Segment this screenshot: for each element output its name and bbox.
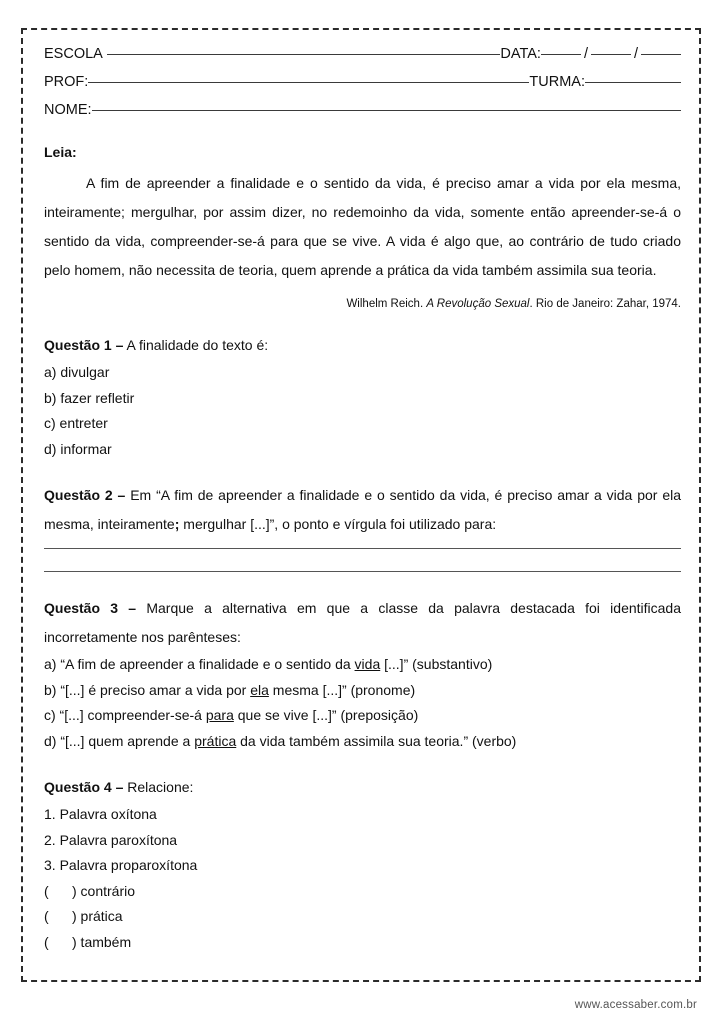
question-4-blank-2[interactable]: ( ) prática <box>44 908 123 924</box>
question-2-prompt-part1: Em “A fim de apreender a finalidade e o sentido da vida, é preciso amar a vida por ela mesma, inteiramente <box>44 487 681 532</box>
credit-book-title: A Revolução Sexual <box>426 298 530 310</box>
question-4-blank-1[interactable]: ( ) contrário <box>44 882 136 899</box>
question-1-option-c[interactable]: c) entreter <box>44 415 108 431</box>
question-2-heading <box>44 481 681 539</box>
question-1-label: Questão 1 – <box>44 337 124 353</box>
credit-author: Wilhelm Reich. <box>346 298 427 310</box>
question-3-option-a[interactable] <box>44 652 681 678</box>
question-2-semicolon: ; <box>174 516 180 532</box>
option-a-pre: a) “A fim de apreender a finalidade e o sentido da <box>44 656 355 672</box>
option-c-highlight: para <box>205 707 234 723</box>
question-2-answer-line-2[interactable] <box>44 571 681 572</box>
question-2-answer-area <box>44 548 681 572</box>
option-a-post: [...]” (substantivo) <box>380 656 493 672</box>
option-c-post: que se vive [...]” (preposição) <box>233 707 419 723</box>
option-d-pre: d) “[...] quem aprende a <box>44 732 195 749</box>
passage-credit <box>44 296 681 312</box>
prof-label: PROF: <box>44 74 89 90</box>
escola-input-rule[interactable] <box>107 54 501 55</box>
question-2-block <box>44 481 681 572</box>
question-3-label: Questão 3 – <box>44 600 137 616</box>
option-a-highlight: vida <box>354 656 381 672</box>
question-2-label: Questão 2 – <box>44 487 126 503</box>
data-label: DATA: <box>500 46 541 62</box>
question-4-label: Questão 4 – <box>44 779 124 795</box>
nome-label: NOME: <box>44 102 92 118</box>
question-2-prompt-part2: mergulhar [...]”, o ponto e vírgula foi utilizado para: <box>179 516 497 532</box>
question-1-option-b[interactable]: b) fazer refletir <box>44 389 135 406</box>
question-1-prompt: A finalidade do texto é: <box>123 337 269 353</box>
question-1-block <box>44 331 681 462</box>
turma-input-rule[interactable] <box>585 82 681 83</box>
field-row-escola-data <box>44 40 681 68</box>
worksheet-content <box>44 40 681 955</box>
question-1-option-d[interactable]: d) informar <box>44 440 112 457</box>
question-3-heading <box>44 594 681 652</box>
data-month-rule[interactable] <box>591 54 631 55</box>
reading-passage: A fim de apreender a finalidade e o sentido da vida, é preciso amar a vida por ela mesma, inteiramente; mergulhar, por assim dizer, no redemoinho da vida, somente então apreender-se-á o sentido da vida, compreender-se-á para que se vive. A vida é algo que, ao contrário de tudo criado pelo homem, não necessita de teoria, quem aprende a prática da vida também assimila sua teoria. <box>44 175 681 278</box>
question-2-answer-line-1[interactable] <box>44 548 681 549</box>
question-1-heading <box>44 331 681 360</box>
nome-input-rule[interactable] <box>92 110 681 111</box>
option-c-pre: c) “[...] compreender-se-á <box>44 707 206 723</box>
data-day-rule[interactable] <box>541 54 581 55</box>
prof-input-rule[interactable] <box>88 82 529 83</box>
option-b-pre: b) “[...] é preciso amar a vida por <box>44 681 251 698</box>
field-row-prof-turma <box>44 68 681 96</box>
option-d-post: da vida também assimila sua teoria.” (verbo) <box>236 732 517 749</box>
credit-publisher: . Rio de Janeiro: Zahar, 1974. <box>529 298 681 310</box>
option-d-highlight: prática <box>194 732 237 749</box>
question-4-key-2: 2. Palavra paroxítona <box>44 831 178 848</box>
question-4-key-3: 3. Palavra proparoxítona <box>44 857 198 873</box>
data-slash-2: / <box>633 46 638 62</box>
option-b-post: mesma [...]” (pronome) <box>268 681 416 698</box>
question-3-option-b[interactable] <box>44 678 681 704</box>
question-3-option-c[interactable] <box>44 703 681 729</box>
question-4-key-1: 1. Palavra oxítona <box>44 806 157 822</box>
question-4-prompt: Relacione: <box>123 779 194 795</box>
question-4-heading <box>44 773 681 802</box>
question-3-block <box>44 594 681 754</box>
question-4-blank-3[interactable]: ( ) também <box>44 933 132 950</box>
question-3-option-d[interactable] <box>44 729 681 755</box>
question-3-prompt: Marque a alternativa em que a classe da palavra destacada foi identificada incorretamente nos parênteses: <box>44 600 681 645</box>
leia-heading: Leia: <box>44 144 77 160</box>
data-year-rule[interactable] <box>641 54 681 55</box>
field-row-nome <box>44 96 681 124</box>
escola-label: ESCOLA <box>44 46 103 62</box>
question-1-option-a[interactable]: a) divulgar <box>44 364 110 380</box>
question-4-block <box>44 773 681 955</box>
option-b-highlight: ela <box>250 681 269 698</box>
turma-label: TURMA: <box>529 74 585 90</box>
data-slash-1: / <box>583 46 588 62</box>
footer-url: www.acessaber.com.br <box>574 999 697 1011</box>
